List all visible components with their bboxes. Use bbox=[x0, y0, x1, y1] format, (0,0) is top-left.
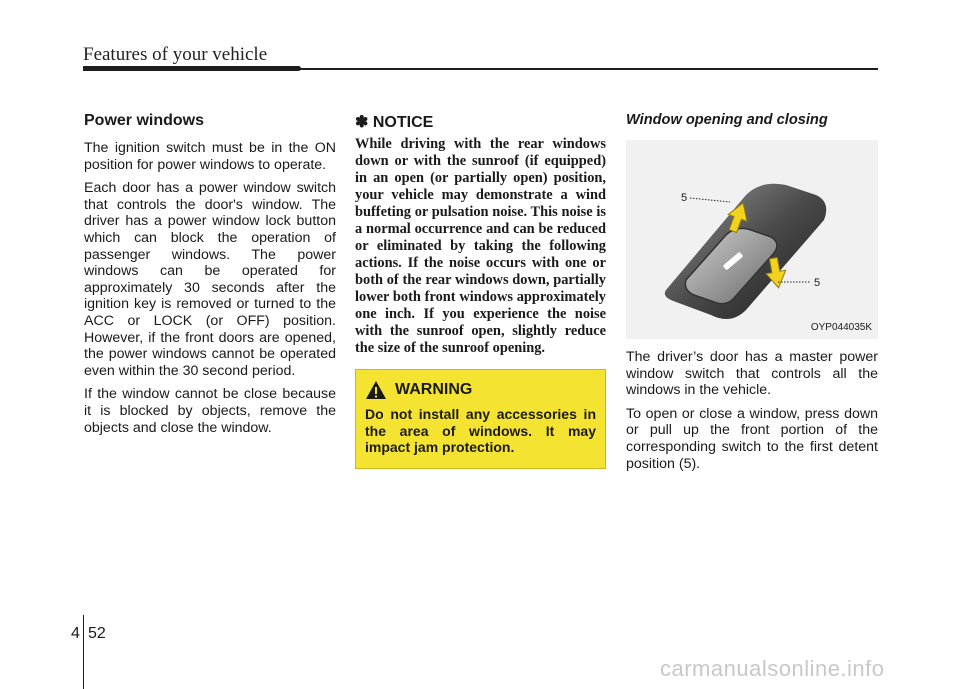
warning-triangle-icon bbox=[365, 380, 387, 400]
window-switch-illustration bbox=[626, 140, 878, 339]
figure-label-5-top: 5 bbox=[681, 192, 688, 204]
leader-line-top bbox=[690, 198, 730, 202]
paragraph-ignition: The ignition switch must be in the ON position for power windows to operate. bbox=[84, 140, 336, 173]
column-power-windows bbox=[84, 108, 336, 443]
figure-code: OYP044035K bbox=[810, 322, 872, 333]
notice-body: While driving with the rear windows down or with the sunroof (if equipped) in an open (or partially open) position, your vehicle may demonstrate a wind buffeting or pulsation noise. This noise is a normal occurrence and can be reduced or eliminated by taking the following actions. If the noise occurs with one or both of the rear windows down, partially lower both front windows approximately one inch. If you experience the noise with the sunroof open, slightly reduce the size of the sunroof opening. bbox=[355, 136, 606, 356]
paragraph-door-switch: Each door has a power window switch that controls the door's window. The driver has a power window lock button which can block the operation of passenger windows. The power windows can be operated for approximately 30 seconds after the ignition key is removed or turned to the ACC or LOCK (or OFF) position. However, if the front doors are opened, the power windows cannot be operated even within the 30 second period. bbox=[84, 180, 336, 379]
notice-title: ✽ NOTICE bbox=[355, 114, 434, 131]
warning-header bbox=[365, 380, 596, 400]
window-switch-figure bbox=[626, 140, 878, 339]
page-number: 52 bbox=[88, 625, 106, 642]
footer-divider bbox=[83, 615, 84, 689]
subsection-heading: Window opening and closing bbox=[626, 112, 828, 128]
warning-label: WARNING bbox=[395, 381, 473, 398]
warning-text: Do not install any accessories in the area of windows. It may impact jam protection. bbox=[365, 406, 596, 455]
warning-box bbox=[355, 369, 606, 469]
section-heading: Power windows bbox=[84, 112, 205, 129]
column-window-operation bbox=[626, 108, 878, 479]
figure-label-5-bottom: 5 bbox=[814, 277, 821, 289]
chapter-number: 4 bbox=[71, 625, 80, 642]
watermark: carmanualsonline.info bbox=[660, 656, 885, 681]
column-notice bbox=[355, 108, 606, 469]
paragraph-blocked: If the window cannot be close because it is blocked by objects, remove the objects and close the window. bbox=[84, 386, 336, 436]
header-title: Features of your vehicle bbox=[83, 44, 268, 65]
header-rule-thick bbox=[83, 66, 301, 71]
header-rule-thin bbox=[300, 68, 878, 70]
paragraph-master-switch: The driver’s door has a master power window switch that controls all the windows in the vehicle. bbox=[626, 349, 878, 399]
paragraph-open-close: To open or close a window, press down or pull up the front portion of the corresponding switch to the first detent position (5). bbox=[626, 405, 878, 472]
